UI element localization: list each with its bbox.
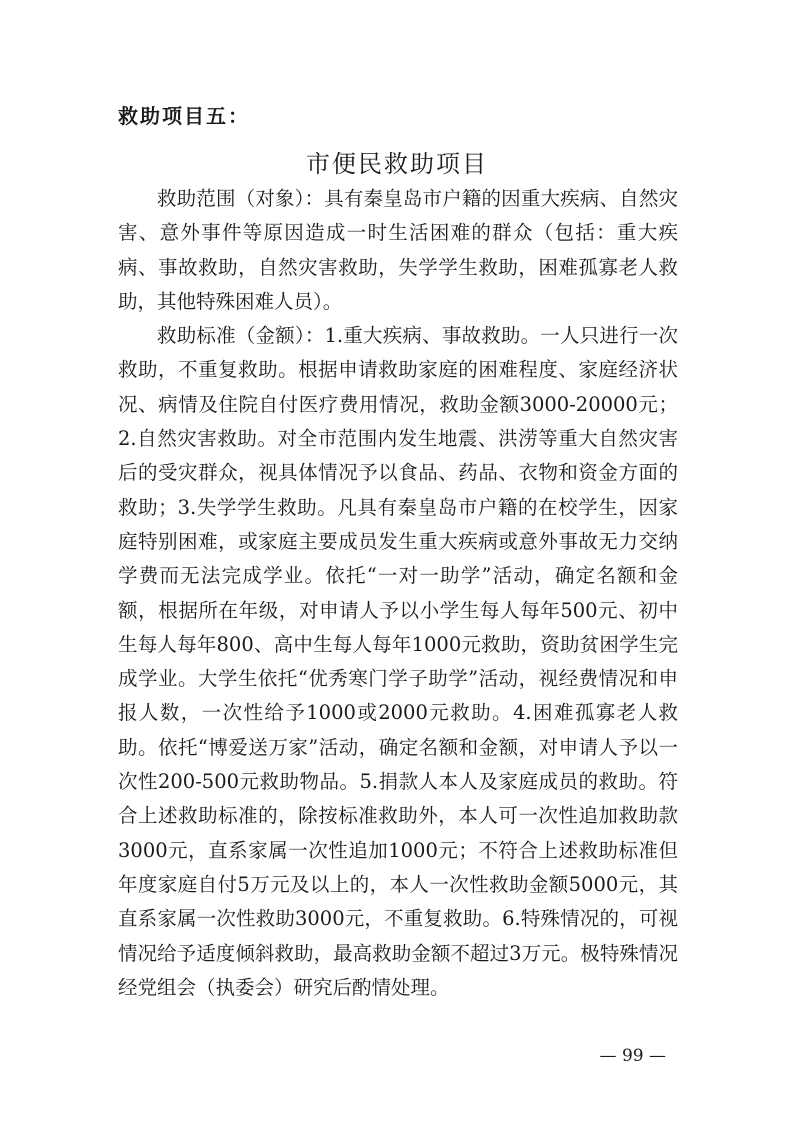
page-title: 市便民救助项目 (306, 150, 488, 178)
paragraph-standard: 救助标准（金额）：1.重大疾病、事故救助。一人只进行一次救助，不重复救助。根据申请救助家庭的困难程度、家庭经济状况、病情及住院自付医疗费用情况，救助金额3000-20000元；2.自然灾害救助。对全市范围内发生地震、洪涝等重大自然灾害后的受灾群众，视具体情况予以食品、药品、衣物和资金方面的救助；3.失学学生救助。凡具有秦皇岛市户籍的在校学生，因家庭特别困难，或家庭主要成员发生重大疾病或意外事故无力交纳学费而无法完成学业。依托“一对一助学”活动，确定名额和金额，根据所在年级，对申请人予以小学生每人每年500元、初中生每人每年800、高中生每人每年1000元救助，资助贫困学生完成学业。大学生依托“优秀寒门学子助学”活动，视经费情况和申报人数，一次性给予1000或2000元救助。4.困难孤寡老人救助。依托“博爱送万家”活动，确定名额和金额，对申请人予以一次性200-500元救助物品。5.捐款人本人及家庭成员的救助。符合上述救助标准的，除按标准救助外，本人可一次性追加救助款3000元，直系家属一次性追加1000元；不符合上述救助标准但年度家庭自付5万元及以上的，本人一次性救助金额5000元，其直系家属一次性救助3000元，不重复救助。6.特殊情况的，可视情况给予适度倾斜救助，最高救助金额不超过3万元。极特殊情况经党组会（执委会）研究后酌情处理。 (118, 324, 678, 999)
body-text (118, 182, 678, 1005)
section-label: 救助项目五： (118, 104, 250, 128)
page-number: — 99 — (599, 1046, 666, 1066)
paragraph-scope: 救助范围（对象）：具有秦皇岛市户籍的因重大疾病、自然灾害、意外事件等原因造成一时生活困难的群众（包括：重大疾病、事故救助，自然灾害救助，失学学生救助，困难孤寡老人救助，其他特殊困难人员）。 (118, 187, 678, 313)
